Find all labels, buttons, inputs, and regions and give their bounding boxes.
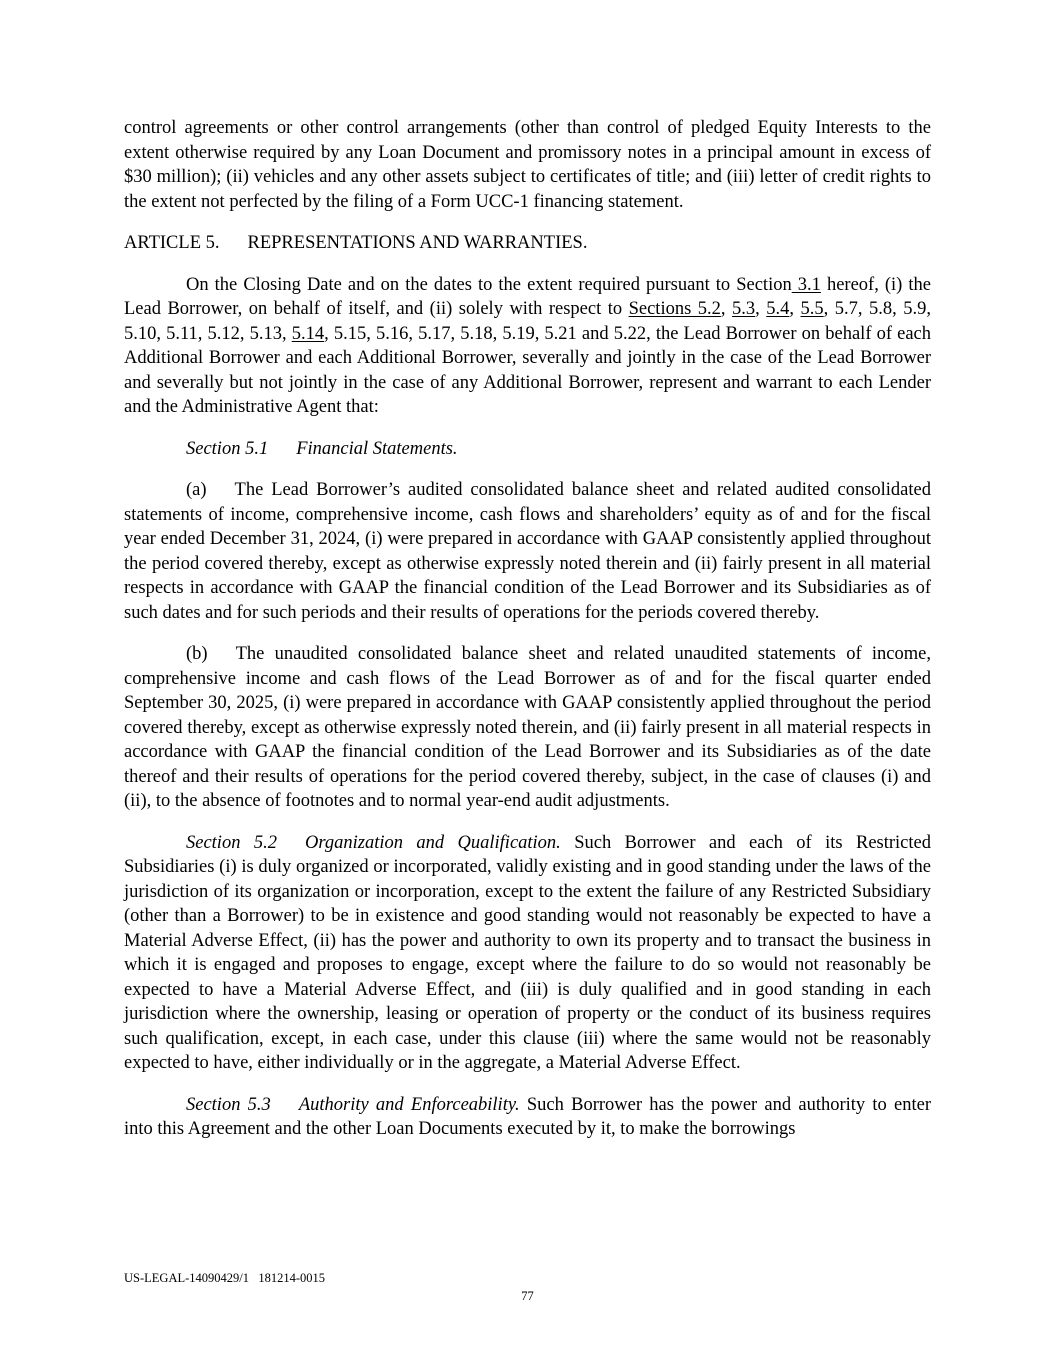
text-run: Such Borrower and each of its Restricted Subsidiaries (i) is duly organized or incorporated, validly existing and in good standing under the laws of the jurisdiction of its organization or incorporation, except to the extent the failure of any Restricted Subsidiary (other than a Borrower) to be in existence and good standing would not reasonably be expected to have a Material Adverse Effect, (ii) has the power and authority to own its property and to transact the business in which it is engaged and proposes to engage, except where the failure to do so would not reasonably be expected to have a Material Adverse Effect, and (iii) is duly qualified and in good standing in each jurisdiction where the ownership, leasing or operation of property or the conduct of its business requires such qualification, except, in each case, under this clause (iii) where the same would not be reasonably expected to have, either individually or in the aggregate, a Material Adverse Effect. bbox=[124, 832, 931, 1073]
section-title: Organization and Qualification. bbox=[304, 832, 561, 853]
section-title: Financial Statements. bbox=[296, 438, 458, 459]
text-run: , 5.7, 5.8, 5.9, 5.10, 5.11, 5.12, 5.13, bbox=[124, 299, 932, 344]
text-run: , bbox=[755, 299, 767, 319]
text-run: control agreements or other control arrangements (other than control of pledged Equity Interests to the extent otherwise required by any Loan Document and promissory notes in a principal amount in excess of $30 million); (ii) vehicles and any other assets subject to certificates of title; and (iii) letter of credit rights to the extent not perfected by the filing of a Form UCC-1 financing statement. bbox=[124, 118, 931, 212]
text-run: Such Borrower has the power and authority to enter into this Agreement and the other Loan Documents executed by it, to make the borrowings bbox=[124, 1094, 931, 1139]
page-number: 77 bbox=[521, 1289, 534, 1303]
document-content bbox=[124, 116, 931, 1159]
text-run: , 5.15, 5.16, 5.17, 5.18, 5.19, 5.21 and 5.22, the Lead Borrower on behalf of each Additional Borrower and each Additional Borrower, severally and jointly in the case of the Lead Borrower and severally but not jointly in the case of any Additional Borrower, represent and warrant to each Lender and the Administrative Agent that: bbox=[124, 323, 931, 417]
article-5-heading bbox=[124, 231, 931, 256]
paragraph-continuation bbox=[124, 116, 931, 214]
section-5-3-paragraph bbox=[124, 1093, 931, 1142]
text-run: , bbox=[789, 299, 801, 319]
document-id-footer: US-LEGAL-14090429/1 181214-0015 bbox=[124, 1271, 326, 1285]
section-ref-3-1: 3.1 bbox=[791, 274, 821, 295]
text-run: The unaudited consolidated balance sheet and related unaudited statements of income, comprehensive income and cash flows of the Lead Borrower as of and for the fiscal quarter ended September 30, 2025, (i) were prepared in accordance with GAAP consistently applied throughout the period covered thereby, except as otherwise expressly noted therein, and (ii) fairly present in all material respects in accordance with GAAP the financial condition of the Lead Borrower and its Subsidiaries as of the date thereof and their results of operations for the period covered thereby, subject, in the case of clauses (i) and (ii), to the absence of footnotes and to normal year-end audit adjustments. bbox=[124, 644, 931, 811]
paragraph-b bbox=[124, 642, 931, 814]
text-run: The Lead Borrower’s audited consolidated balance sheet and related audited consolidated statements of income, comprehensive income, cash flows and shareholders’ equity as of and for the fiscal year ended December 31, 2024, (i) were prepared in accordance with GAAP consistently applied throughout the period covered thereby, except as otherwise expressly noted therein and (ii) fairly present in all material respects in accordance with GAAP the financial condition of the Lead Borrower and its Subsidiaries as of such dates and for such periods and their results of operations for the periods covered thereby. bbox=[124, 480, 931, 623]
paragraph-a bbox=[124, 478, 931, 625]
section-label: Section 5.1 bbox=[186, 438, 269, 459]
section-ref-5-5: 5.5 bbox=[800, 299, 824, 319]
section-5-2-paragraph bbox=[124, 831, 931, 1076]
section-title: Authority and Enforceability. bbox=[298, 1094, 520, 1115]
section-5-1-heading bbox=[124, 437, 931, 462]
text-run: On the Closing Date and on the dates to the extent required pursuant to Section bbox=[186, 274, 792, 295]
article-label: ARTICLE 5. bbox=[124, 233, 220, 253]
section-ref-5-2: Sections 5.2 bbox=[628, 299, 721, 319]
intro-paragraph bbox=[124, 273, 931, 420]
text-run: hereof, (i) the Lead Borrower, on behalf of itself, and (ii) solely with respect to bbox=[124, 274, 932, 319]
section-label: Section 5.3 bbox=[186, 1094, 271, 1115]
text-run: , bbox=[720, 299, 733, 319]
section-ref-5-3: 5.3 bbox=[732, 299, 756, 319]
section-ref-5-4: 5.4 bbox=[766, 299, 790, 319]
section-ref-5-14: 5.14 bbox=[291, 323, 325, 344]
section-label: Section 5.2 bbox=[186, 832, 277, 853]
list-label: (b) bbox=[186, 644, 208, 664]
article-title: REPRESENTATIONS AND WARRANTIES. bbox=[247, 233, 588, 253]
list-label: (a) bbox=[186, 480, 207, 500]
